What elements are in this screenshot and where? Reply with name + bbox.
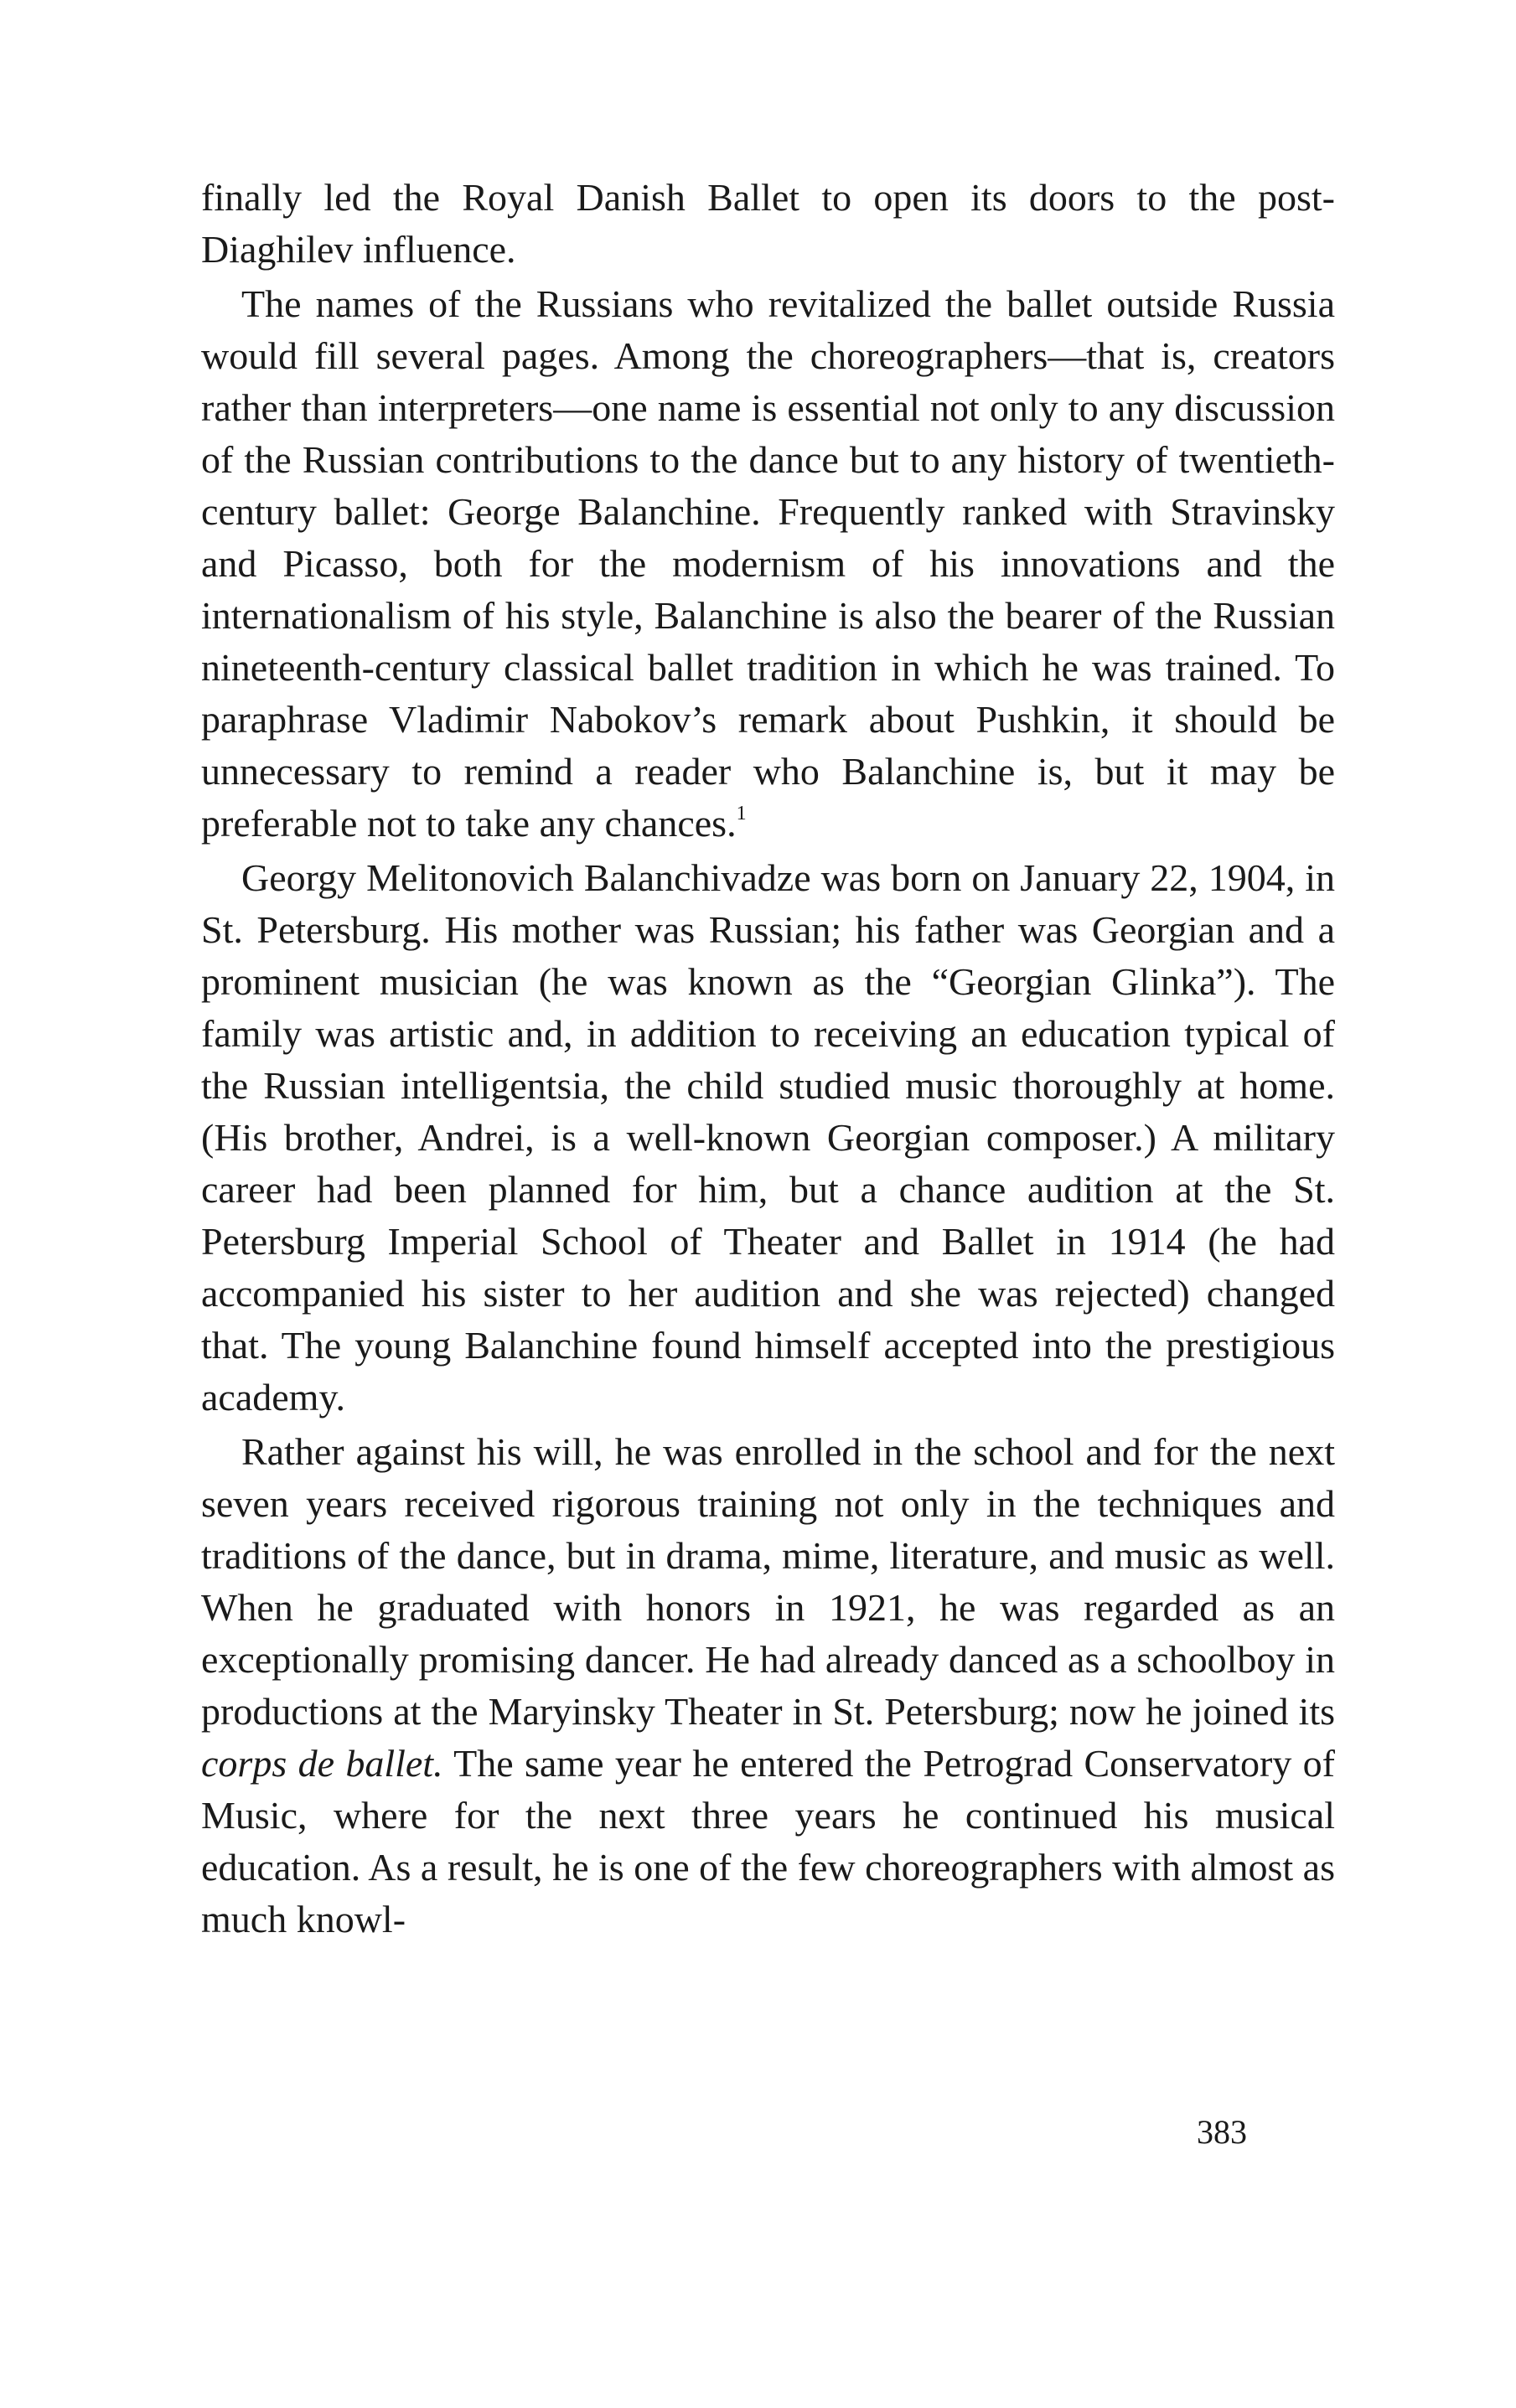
paragraph-2 [201,278,1335,850]
paragraph-1-text: finally led the Royal Danish Ballet to open its doors to the post-Diaghilev influence. [201,176,1335,271]
paragraph-3 [201,852,1335,1424]
footnote-marker: 1 [736,803,747,824]
paragraph-4 [201,1426,1335,1946]
paragraph-3-text: Georgy Melitonovich Balanchivadze was born on January 22, 1904, in St. Petersburg. His mother was Russian; his father was Georgian and a prominent musician (he was known as the “Georgian Glinka”). The family was artistic and, in addition to receiving an education typical of the Russian intelligentsia, the child studied music thoroughly at home. (His brother, Andrei, is a well-known Georgian composer.) A military career had been planned for him, but a chance audition at the St. Petersburg Imperial School of Theater and Ballet in 1914 (he had accompanied his sister to her audition and she was rejected) changed that. The young Balanchine found himself accepted into the prestigious academy. [201,856,1335,1418]
paragraph-2-text: The names of the Russians who revitalized the ballet outside Russia would fill several pages. Among the choreographers—that is, creators rather than interpreters—one name is essential not only to any discussion of the Russian contributions to the dance but to any history of twentieth-century ballet: George Balanchine. Frequently ranked with Stravinsky and Picasso, both for the modernism of his innovations and the internationalism of his style, Balanchine is also the bearer of the Russian nineteenth-century classical ballet tradition in which he was trained. To paraphrase Vladimir Nabokov’s remark about Pushkin, it should be unnecessary to remind a reader who Balanchine is, but it may be preferable not to take any chances. [201,282,1335,845]
page-number: 383 [1197,2113,1247,2151]
paragraph-4-text: Rather against his will, he was enrolled in the school and for the next seven years received rigorous training not only in the techniques and traditions of the dance, but in drama, mime, literature, and music as well. When he graduated with honors in 1921, he was regarded as an exceptionally promising dancer. He had already danced as a schoolboy in productions at the Maryinsky Theater in St. Petersburg; now he joined its [201,1430,1335,1733]
body-text [201,172,1335,1946]
italic-phrase: corps de ballet. [201,1742,443,1785]
paragraph-4-tail: The same year he entered the Petrograd Conservatory of Music, where for the next three years he continued his musical education. As a result, he is one of the few choreographers with almost as much knowl- [201,1742,1335,1940]
paragraph-1 [201,172,1335,276]
